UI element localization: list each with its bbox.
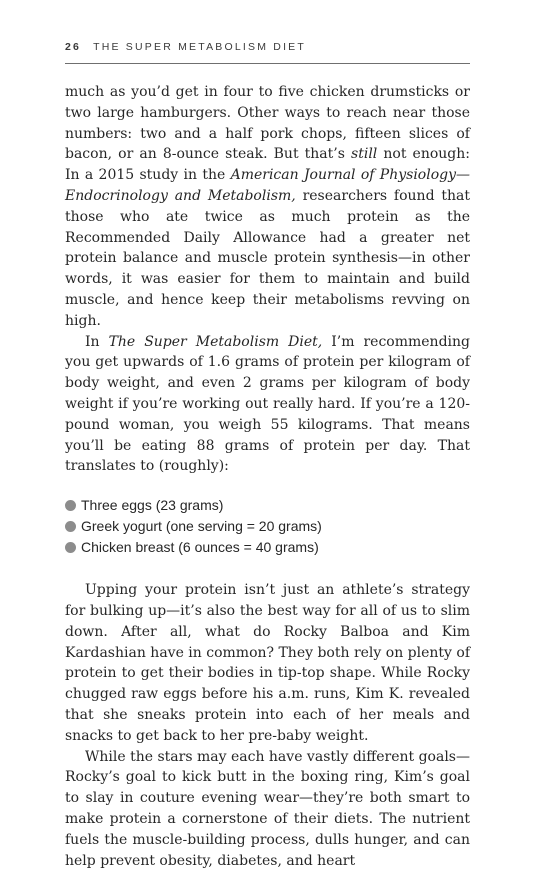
paragraph-1 [65, 82, 470, 332]
list-item-label: Greek yogurt (one serving = 20 grams) [81, 518, 322, 535]
list-item-label: Three eggs (23 grams) [81, 497, 224, 514]
running-title: THE SUPER METABOLISM DIET [93, 41, 307, 53]
paragraph-1-text-e: researchers found that those who ate twice as much protein as the Recommended Daily Allowance had a greater net protein balance and muscle protein synthesis—in other words, it was easier for them to maintain and build muscle, and hence keep their metabolisms revving on high. [65, 187, 471, 329]
paragraph-1-text-a: much as you’d get in four to five chicken drumsticks or two large hamburgers. Other ways to reach near those numbers: two and a half pork chops, fifteen slices of bacon, or an 8-ounce steak. But that’s [65, 84, 470, 163]
bullet-dot-icon [65, 542, 76, 553]
book-title: The Super Metabolism Diet, [108, 333, 323, 350]
paragraph-2 [65, 332, 470, 478]
running-header [65, 41, 470, 65]
paragraph-4: While the stars may each have vastly different goals—Rocky’s goal to kick butt in the boxing ring, Kim’s goal to slay in couture evening wear—they’re both smart to make protein a cornerstone of their diets. The nutrient fuels the muscle-building process, dulls hunger, and can help prevent obesity, diabetes, and heart [65, 748, 470, 869]
list-item [65, 537, 470, 558]
paragraph-2-text-a: In [85, 333, 109, 350]
paragraph-2-text-c: I’m recommending you get upwards of 1.6 grams of protein per kilogram of body weight, and even 2 grams per kilogram of body weight if you’re working out really hard. If you’re a 120-pound woman, you weigh 55 kilograms. That means you’ll be eating 88 grams of protein per day. That translates to (roughly): [65, 333, 470, 475]
bullet-dot-icon [65, 521, 76, 532]
header-rule [65, 63, 470, 64]
journal-title: American Journal of Physiology—Endocrinology and Metabolism, [65, 167, 471, 204]
bullet-dot-icon [65, 500, 76, 511]
list-item-label: Chicken breast (6 ounces = 40 grams) [81, 539, 319, 556]
page-number: 26 [65, 41, 82, 53]
paragraph-3: Upping your protein isn’t just an athlete’s strategy for bulking up—it’s also the best way for all of us to slim down. After all, what do Rocky Balboa and Kim Kardashian have in common? They both rely on plenty of protein to get their bodies in tip-top shape. While Rocky chugged raw eggs before his a.m. runs, Kim K. revealed that she sneaks protein into each of her meals and snacks to get back to her pre-baby weight. [65, 582, 471, 744]
list-item [65, 516, 470, 537]
protein-list [65, 495, 470, 558]
paragraph-1-emphasis: still [351, 146, 378, 163]
body-text [65, 82, 470, 871]
paragraph-1-text-c: not enough: In a 2015 study in the [65, 146, 470, 184]
list-item [65, 495, 470, 516]
